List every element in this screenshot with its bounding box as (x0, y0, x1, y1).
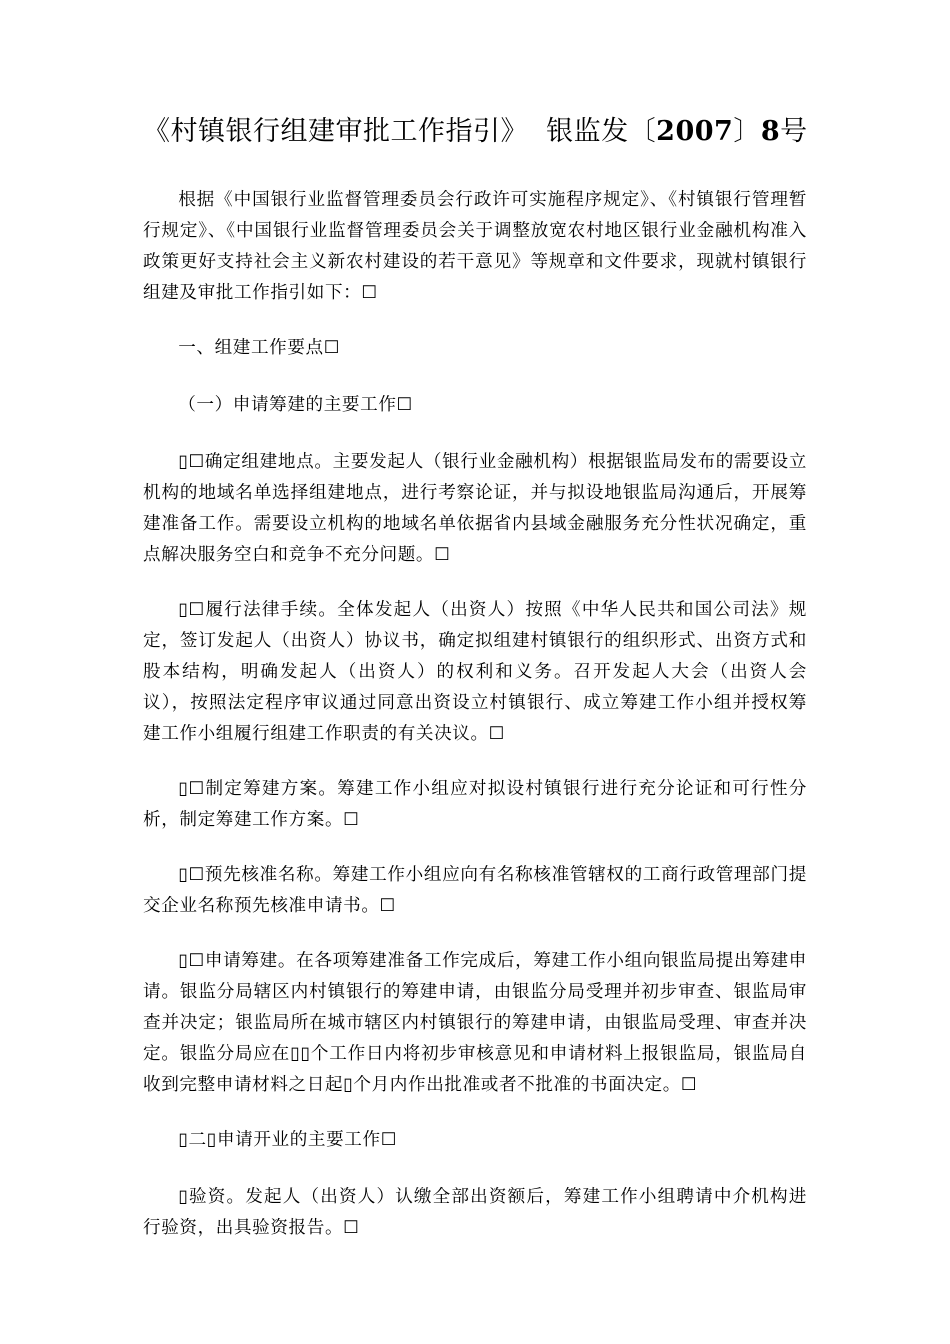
paragraph-item: ▯☐履行法律手续。全体发起人（出资人）按照《中华人民共和国公司法》规定，签订发起人（出资人）协议书，确定拟组建村镇银行的组织形式、出资方式和股本结构，明确发起人（出资人）的权利和义务。召开发起人大会（出资人会议），按照法定程序审议通过同意出资设立村镇银行、成立筹建工作小组并授权筹建工作小组履行组建工作职责的有关决议。☐ (143, 600, 807, 744)
document-body (143, 185, 807, 1268)
title-doc-mid: 〕 (733, 116, 761, 147)
title-doc-suffix: 号 (780, 116, 808, 147)
subsection-heading: ▯二▯申请开业的主要工作☐ (178, 1130, 398, 1150)
paragraph-item: ▯☐申请筹建。在各项筹建准备工作完成后，筹建工作小组向银监局提出筹建申请。银监分局辖区内村镇银行的筹建申请，由银监分局受理并初步审查、银监局审查并决定；银监局所在城市辖区内村镇银行的筹建申请，由银监局受理、审查并决定。银监分局应在▯▯个工作日内将初步审核意见和申请材料上报银监局，银监局自收到完整申请材料之日起▯个月内作出批准或者不批准的书面决定。☐ (143, 951, 807, 1095)
paragraph-item: ▯☐预先核准名称。筹建工作小组应向有名称核准管辖权的工商行政管理部门提交企业名称预先核准申请书。☐ (143, 865, 807, 916)
title-doc-prefix: 银监发〔 (546, 116, 657, 147)
paragraph-item: ▯☐确定组建地点。主要发起人（银行业金融机构）根据银监局发布的需要设立机构的地域名单选择组建地点，进行考察论证，并与拟设地银监局沟通后，开展筹建准备工作。需要设立机构的地域名单依据省内县域金融服务充分性状况确定，重点解决服务空白和竞争不充分问题。☐ (143, 452, 807, 565)
subsection-heading: （一）申请筹建的主要工作☐ (178, 395, 413, 415)
title-main: 《村镇银行组建审批工作指引》 (143, 116, 528, 147)
paragraph-item: ▯验资。发起人（出资人）认缴全部出资额后，筹建工作小组聘请中介机构进行验资，出具验资报告。☐ (143, 1187, 807, 1238)
title-doc-num: 8 (760, 116, 781, 147)
paragraph-item: ▯☐制定筹建方案。筹建工作小组应对拟设村镇银行进行充分论证和可行性分析，制定筹建工作方案。☐ (143, 779, 807, 830)
section-heading: 一、组建工作要点☐ (178, 338, 341, 358)
title-doc-year: 2007 (656, 116, 734, 147)
document-title (143, 112, 843, 152)
paragraph-intro: 根据《中国银行业监督管理委员会行政许可实施程序规定》、《村镇银行管理暂行规定》、《中国银行业监督管理委员会关于调整放宽农村地区银行业金融机构准入政策更好支持社会主义新农村建设的若干意见》等规章和文件要求，现就村镇银行组建及审批工作指引如下：☐ (143, 190, 807, 303)
